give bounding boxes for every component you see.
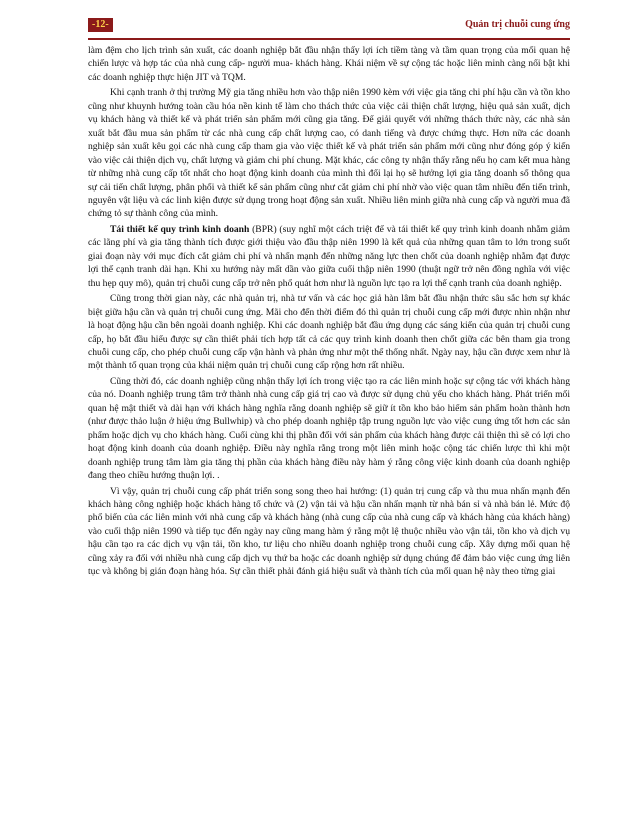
paragraph [88,86,570,221]
body-text [88,44,570,816]
paragraph-text: (BPR) (suy nghĩ một cách triệt để và tái thiết kế quy trình kinh doanh nhằm giảm các lãng phí và gia tăng thành tích được giới thiệu vào đầu thập niên 1990 là kết quả của những quan tâm to lớn trong suốt giai đoạn này với mục đích cắt giảm chi phí và nhấn mạnh đến những năng lực then chốt của doanh nghiệp nhằm đạt được lợi thế cạnh tranh dài hạn. Khi xu hướng này mất dần vào giữa cuối thập niên 1990 (thuật ngữ trở nên đồng nghĩa với việc thu hẹp quy mô), quản trị chuỗi cung cấp trở nên phổ quát hơn như là nguồn lực tạo ra lợi thế cạnh tranh của doanh nghiệp. [88,223,570,289]
page-header [88,16,570,36]
paragraph-text: Vì vậy, quản trị chuỗi cung cấp phát triển song song theo hai hướng: (1) quản trị cung cấp và thu mua nhấn mạnh đến khách hàng công nghiệp hoặc khách hàng tổ chức và (2) vận tải và hậu cần nhấn mạnh từ nhà bán sỉ và nhà bán lẻ. Mức độ phổ biến của các liên minh với nhà cung cấp và khách hàng (nhà cung cấp của nhà cung cấp và khách hàng của khách hàng) vào cuối thập niên 1990 và tiếp tục đến ngày nay cũng mang hàm ý rằng một lệ thuộc nhiều vào vận tải, tồn kho và dịch vụ hậu cần tạo ra các dịch vụ vận tải, tồn kho, tư liệu cho nhiều doanh nghiệp trong chuỗi cung cấp. Xây dựng mối quan hệ cũng xảy ra đối với nhiều nhà cung cấp dịch vụ thứ ba hoặc các doanh nghiệp sử dụng chúng để đảm bảo việc cung ứng liên tục và không bị gián đoạn hàng hóa. Sự cần thiết phải đánh giá hiệu suất và thành tích của mối quan hệ này theo từng giai [88,485,570,578]
paragraph-text: Cũng trong thời gian này, các nhà quản trị, nhà tư vấn và các học giả hàn lâm bắt đầu nhận thức sâu sắc hơn sự khác biệt giữa hậu cần và quản trị chuỗi cung ứng. Mãi cho đến thời điểm đó thì quản trị chuỗi cung cấp mới được nhìn nhận như là hoạt động hậu cần bên ngoài doanh nghiệp. Khi các doanh nghiệp bắt đầu ứng dụng các sáng kiến của quản trị chuỗi cung cấp, họ bắt đầu hiểu được sự cần thiết phải tích hợp tất cả các quy trình kinh doanh then chốt giữa các bên tham gia trong chuỗi cung cấp, cho phép chuỗi cung cấp vận hành và phản ứng như một thể thống nhất. Ngày nay, hậu cần được xem như là một thành tố quan trọng của khái niệm quản trị chuỗi cung cấp rộng hơn rất nhiều. [88,293,570,372]
paragraph [88,223,570,290]
paragraph [88,375,570,483]
paragraph [88,44,570,84]
paragraph-lead-term: Tái thiết kế quy trình kinh doanh [110,223,250,235]
header-rule [88,38,570,40]
paragraph [88,292,570,373]
paragraph-text: Cũng thời đó, các doanh nghiệp cũng nhận thấy lợi ích trong việc tạo ra các liên minh hoặc sự cộng tác với khách hàng của nó. Doanh nghiệp trung tâm trở thành nhà cung cấp giá trị cao và được sử dụng chủ yếu cho khách hàng. Phát triển mối quan hệ mật thiết và dài hạn với khách hàng nghĩa rằng doanh nghiệp sẽ giữ ít tồn kho bảo hiểm sản phẩm hoàn thành hơn (như được thảo luận ở hiệu ứng Bullwhip) và cho phép doanh nghiệp tập trung nguồn lực vào việc cung ứng tốt hơn các sản phẩm hoặc dịch vụ cho khách hàng. Cuối cùng khi thị phần đối với sản phẩm của khách hàng được cải thiện thì sẽ có lợi cho hoạt động kinh doanh của doanh nghiệp. Điều này nghĩa rằng trong một liên minh hoặc cộng tác chiến lược thì khi một doanh nghiệp trung tâm làm gia tăng thị phần của khách hàng điều này hàm ý rằng công việc kinh doanh của doanh nghiệp đang theo chiều hướng thuận lợi. . [88,375,570,482]
page-number: -12- [88,18,113,32]
running-title: Quản trị chuỗi cung ứng [465,19,570,30]
paragraph [88,485,570,579]
paragraph-text: Khi cạnh tranh ở thị trường Mỹ gia tăng nhiều hơn vào thập niên 1990 kèm với việc gia tăng chi phí hậu cần và tồn kho cũng như khuynh hướng toàn cầu hóa nền kinh tế làm cho thách thức của việc cải thiện chất lượng, hiệu quả sản xuất, dịch vụ khách hàng và thiết kế và phát triển sản phẩm mới cũng gia tăng. Để giải quyết với những thách thức này, các nhà sản xuất bắt đầu mua sản phẩm từ các nhà cung cấp chất lượng cao, có danh tiếng và được chứng thực. Hơn nữa các doanh nghiệp sản xuất kêu gọi các nhà cung cấp tham gia vào việc thiết kế và phát triển sản phẩm mới cũng như đóng góp ý kiến vào việc cải thiện dịch vụ, chất lượng và giảm chi phí chung. Mặt khác, các công ty nhận thấy rằng nếu họ cam kết mua hàng từ những nhà cung cấp tốt nhất cho hoạt động kinh doanh của mình thì đổi lại họ sẽ hưởng lợi gia tăng doanh số thông qua sự cải tiến chất lượng, phân phối và thiết kế sản phẩm cũng như cắt giảm chi phí nhờ vào việc quan tâm nhiều đến tiến trình, nguyên vật liệu và các linh kiện được sử dụng trong hoạt động sản xuất. Nhiều liên minh giữa nhà cung cấp và người mua đã chứng tỏ sự thành công của mình. [88,87,570,220]
paragraph-text: làm đệm cho lịch trình sản xuất, các doanh nghiệp bắt đầu nhận thấy lợi ích tiềm tàng và tầm quan trọng của mối quan hệ chiến lược và hợp tác của nhà cung cấp- người mua- khách hàng. Khái niệm về sự cộng tác hoặc liên minh càng nổi bật khi các doanh nghiệp thực hiện JIT và TQM. [88,45,570,83]
